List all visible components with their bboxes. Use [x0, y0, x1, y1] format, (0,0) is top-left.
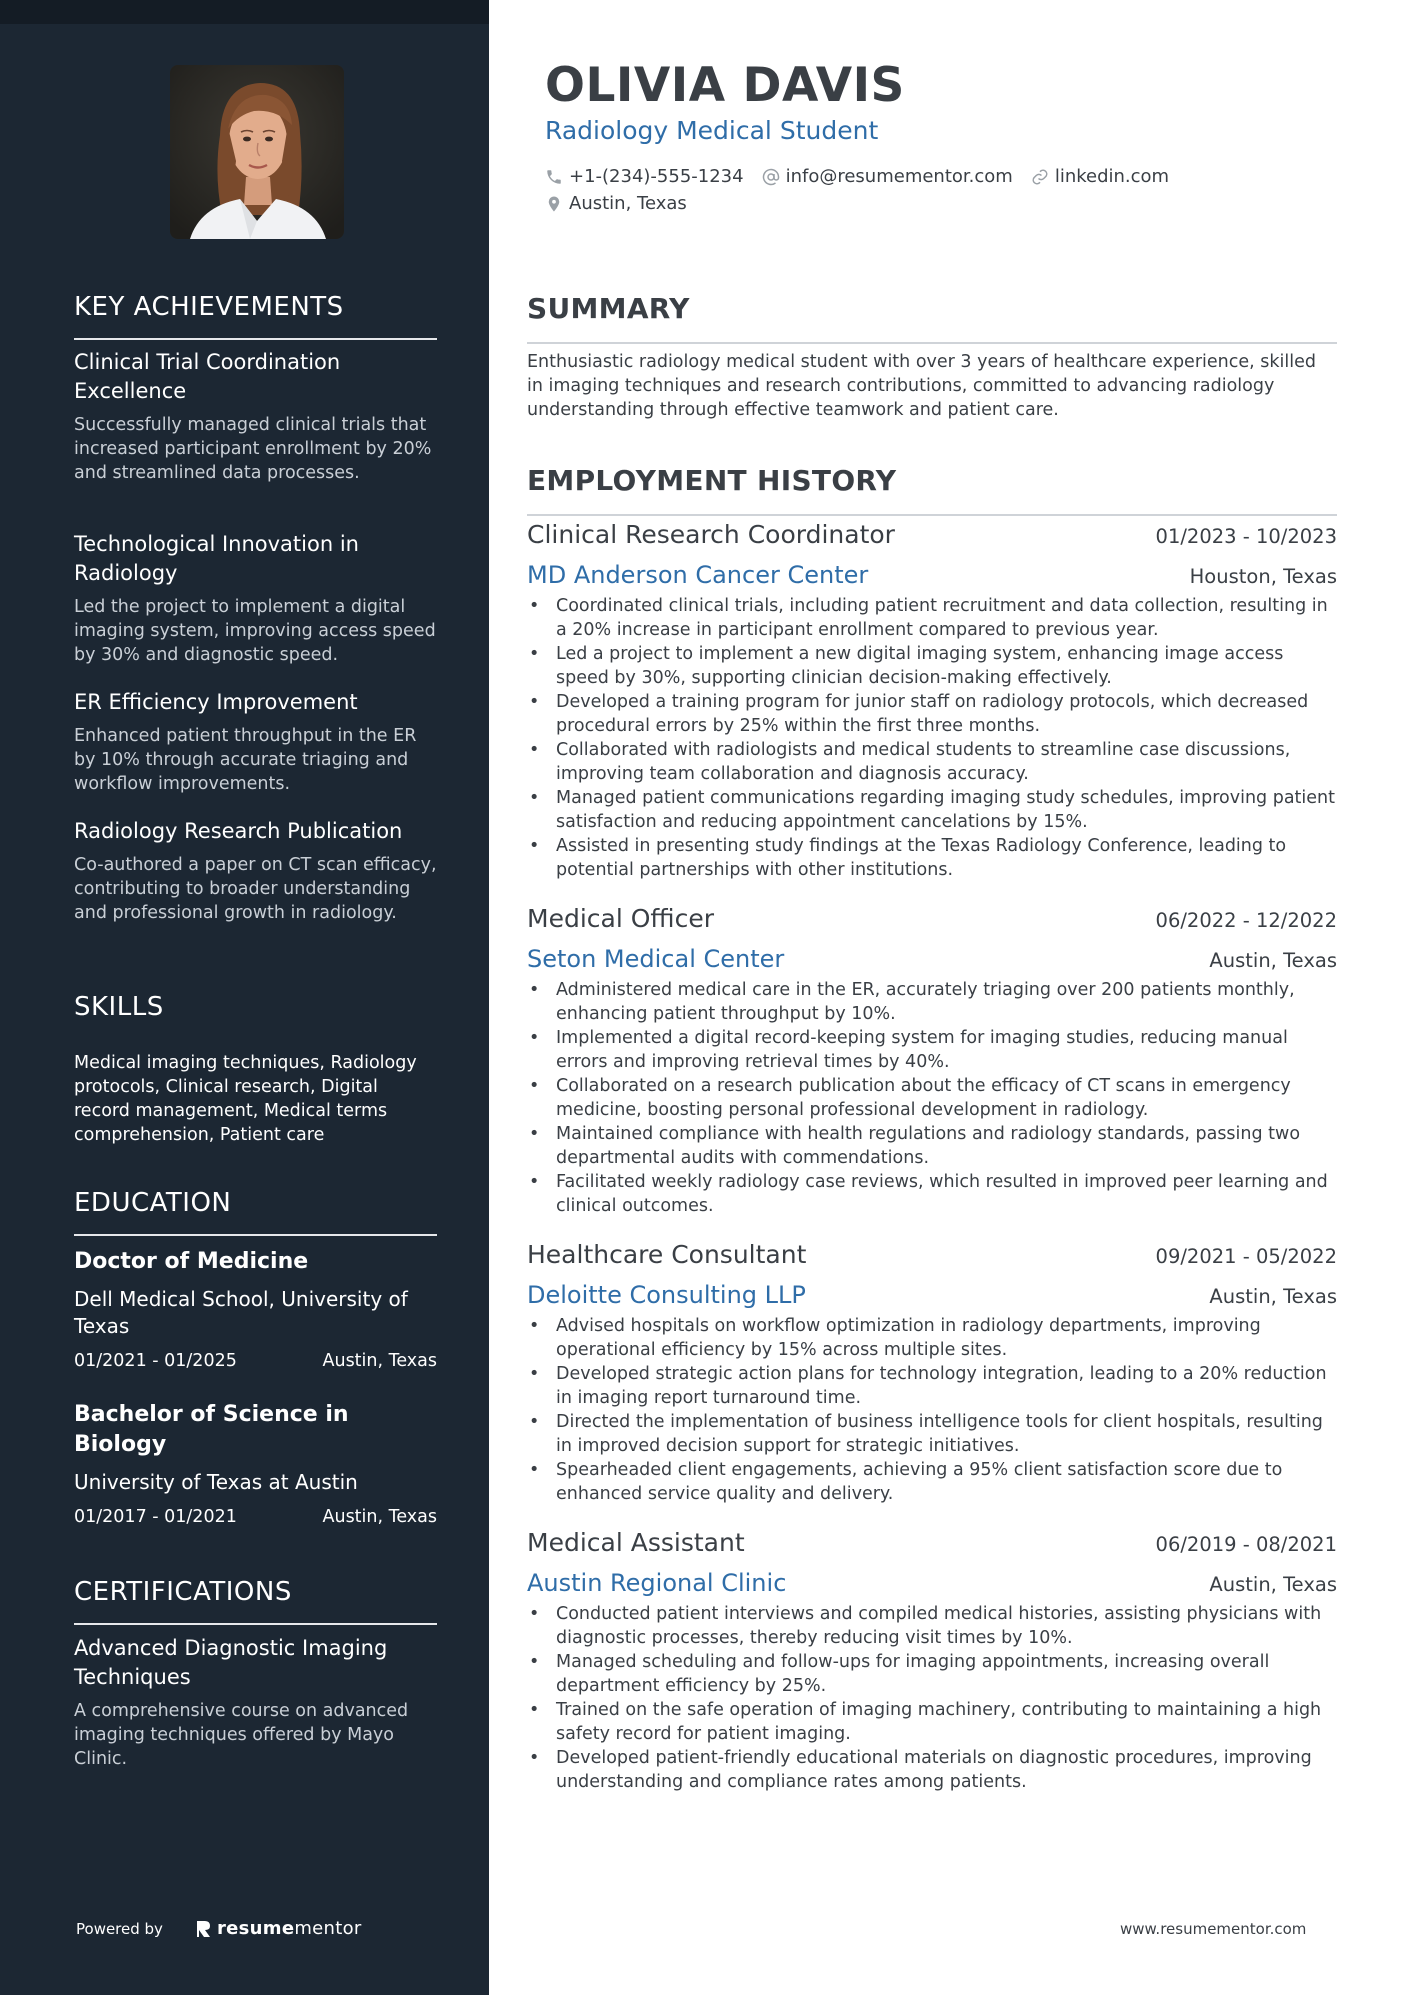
certification-title: Advanced Diagnostic Imaging Techniques	[74, 1636, 388, 1689]
job-bullet: • Managed patient communications regarding imaging study schedules, improving patient satisfaction and reducing appointment cancelations by 15%.	[527, 786, 1337, 834]
achievement-title: Radiology Research Publication	[74, 819, 403, 843]
contact-row	[545, 190, 1305, 217]
contact-info	[545, 163, 1305, 217]
job-dates: 06/2022 - 12/2022	[1155, 909, 1337, 932]
portrait-image	[170, 65, 344, 239]
email-text: info@resumementor.com	[785, 166, 1013, 187]
achievement-item	[74, 688, 437, 796]
powered-by	[76, 1918, 362, 1939]
job-bullets	[527, 594, 1337, 882]
achievement-description: Enhanced patient throughput in the ER by 10% through accurate triaging and workflow improvements.	[74, 726, 417, 794]
job-company: Deloitte Consulting LLP	[527, 1281, 806, 1309]
education-location: Austin, Texas	[322, 1507, 437, 1527]
education-meta	[74, 1351, 437, 1371]
job-header	[527, 1528, 1337, 1557]
job-title: Healthcare Consultant	[527, 1240, 807, 1269]
job-bullet: • Coordinated clinical trials, including patient recruitment and data collection, resulting in a 20% increase in participant enrollment compared to previous year.	[527, 594, 1337, 642]
achievement-title: ER Efficiency Improvement	[74, 690, 358, 714]
achievements-heading: KEY ACHIEVEMENTS	[74, 292, 344, 322]
job-location: Austin, Texas	[1209, 949, 1337, 972]
summary-divider	[527, 342, 1337, 344]
education-dates: 01/2021 - 01/2025	[74, 1351, 237, 1371]
footer-url[interactable]: www.resumementor.com	[1120, 1920, 1307, 1938]
education-divider	[74, 1234, 437, 1236]
education-school: Dell Medical School, University of Texas	[74, 1287, 408, 1338]
education-location: Austin, Texas	[322, 1351, 437, 1371]
sidebar	[0, 0, 489, 1995]
achievement-title: Clinical Trial Coordination Excellence	[74, 350, 341, 403]
contact-row	[545, 163, 1305, 190]
education-degree: Doctor of Medicine	[74, 1249, 309, 1274]
job-company: MD Anderson Cancer Center	[527, 561, 869, 589]
location-pin-icon	[545, 195, 563, 213]
contact-location	[545, 193, 687, 214]
job-bullets	[527, 1314, 1337, 1506]
summary-body	[527, 350, 1337, 422]
job-bullet: • Collaborated with radiologists and medical students to streamline case discussions, improving team collaboration and diagnosis accuracy.	[527, 738, 1337, 786]
profile-photo	[170, 65, 344, 239]
achievement-item	[74, 348, 437, 485]
education-item	[74, 1247, 437, 1371]
job-subheader	[527, 1569, 1337, 1597]
job-entry	[527, 904, 1337, 1218]
job-bullet: • Managed scheduling and follow-ups for imaging appointments, increasing overall department efficiency by 25%.	[527, 1650, 1337, 1698]
job-bullet: • Conducted patient interviews and compiled medical histories, assisting physicians with diagnostic processes, thereby reducing visit times by 10%.	[527, 1602, 1337, 1650]
skills-list	[74, 1051, 437, 1147]
education-heading: EDUCATION	[74, 1188, 232, 1218]
linkedin-text: linkedin.com	[1054, 166, 1170, 187]
contact-email[interactable]	[762, 166, 1013, 187]
resumementor-logo[interactable]	[195, 1918, 362, 1939]
at-sign-icon	[762, 168, 780, 186]
job-bullet: • Assisted in presenting study findings at the Texas Radiology Conference, leading to potential partnerships with other institutions.	[527, 834, 1337, 882]
skills-text: Medical imaging techniques, Radiology protocols, Clinical research, Digital record management, Medical terms comprehension, Patient care	[74, 1053, 417, 1145]
job-bullet: • Led a project to implement a new digital imaging system, enhancing image access speed by 30%, supporting clinician decision-making effectively.	[527, 642, 1337, 690]
job-entry	[527, 1528, 1337, 1794]
job-bullet: • Advised hospitals on workflow optimization in radiology departments, improving operational efficiency by 15% across multiple sites.	[527, 1314, 1337, 1362]
link-icon	[1031, 168, 1049, 186]
job-bullet: • Facilitated weekly radiology case reviews, which resulted in improved peer learning and clinical outcomes.	[527, 1170, 1337, 1218]
job-subheader	[527, 945, 1337, 973]
job-header	[527, 520, 1337, 549]
job-title: Clinical Research Coordinator	[527, 520, 895, 549]
job-bullet: • Spearheaded client engagements, achieving a 95% client satisfaction score due to enhanced service quality and delivery.	[527, 1458, 1337, 1506]
achievement-item	[74, 530, 437, 667]
job-dates: 01/2023 - 10/2023	[1155, 525, 1337, 548]
achievements-divider	[74, 338, 437, 340]
location-text: Austin, Texas	[569, 193, 687, 214]
brand-bold: resume	[216, 1918, 295, 1939]
phone-text: +1-(234)-555-1234	[569, 166, 744, 187]
job-subheader	[527, 561, 1337, 589]
employment-section	[527, 464, 1337, 516]
employment-divider	[527, 514, 1337, 516]
employment-heading: EMPLOYMENT HISTORY	[527, 464, 897, 497]
candidate-name: OLIVIA DAVIS	[545, 58, 905, 113]
main-content	[489, 0, 1410, 1995]
summary-text: Enthusiastic radiology medical student with over 3 years of healthcare experience, skilled in imaging techniques and research contributions, committed to advancing radiology understanding through effective teamwork and patient care.	[527, 352, 1316, 420]
achievement-description: Co-authored a paper on CT scan efficacy, contributing to broader understanding and professional growth in radiology.	[74, 855, 437, 923]
certifications-heading: CERTIFICATIONS	[74, 1577, 292, 1607]
certifications-section	[74, 1577, 437, 1625]
job-header	[527, 904, 1337, 933]
summary-section	[527, 292, 1337, 344]
job-bullet: • Trained on the safe operation of imaging machinery, contributing to maintaining a high safety record for patient imaging.	[527, 1698, 1337, 1746]
achievement-item	[74, 817, 437, 925]
job-bullet: • Directed the implementation of business intelligence tools for client hospitals, resulting in improved decision support for strategic initiatives.	[527, 1410, 1337, 1458]
education-school: University of Texas at Austin	[74, 1470, 358, 1494]
achievement-title: Technological Innovation in Radiology	[74, 532, 359, 585]
skills-section	[74, 992, 437, 1022]
certification-item	[74, 1634, 437, 1771]
skills-heading: SKILLS	[74, 992, 164, 1022]
job-entry	[527, 520, 1337, 882]
job-bullet: • Developed patient-friendly educational materials on diagnostic procedures, improving understanding and compliance rates among patients.	[527, 1746, 1337, 1794]
contact-phone[interactable]	[545, 166, 744, 187]
job-company: Austin Regional Clinic	[527, 1569, 787, 1597]
education-section	[74, 1188, 437, 1236]
brand-light: mentor	[294, 1918, 362, 1939]
job-subheader	[527, 1281, 1337, 1309]
job-bullets	[527, 1602, 1337, 1794]
achievement-description: Successfully managed clinical trials that increased participant enrollment by 20% and streamlined data processes.	[74, 415, 432, 483]
job-location: Austin, Texas	[1209, 1573, 1337, 1596]
job-location: Houston, Texas	[1189, 565, 1337, 588]
education-dates: 01/2017 - 01/2021	[74, 1507, 237, 1527]
job-bullet: • Developed a training program for junior staff on radiology protocols, which decreased procedural errors by 25% within the first three months.	[527, 690, 1337, 738]
job-bullet: • Developed strategic action plans for technology integration, leading to a 20% reduction in imaging report turnaround time.	[527, 1362, 1337, 1410]
achievement-description: Led the project to implement a digital imaging system, improving access speed by 30% and diagnostic speed.	[74, 597, 436, 665]
education-item	[74, 1400, 437, 1527]
job-title: Medical Officer	[527, 904, 714, 933]
education-meta	[74, 1507, 437, 1527]
phone-icon	[545, 168, 563, 186]
job-bullet: • Administered medical care in the ER, accurately triaging over 200 patients monthly, enhancing patient throughput by 10%.	[527, 978, 1337, 1026]
education-degree: Bachelor of Science in Biology	[74, 1402, 349, 1457]
candidate-title: Radiology Medical Student	[545, 116, 879, 145]
job-bullets	[527, 978, 1337, 1218]
job-bullet: • Collaborated on a research publication about the efficacy of CT scans in emergency medicine, boosting personal professional development in radiology.	[527, 1074, 1337, 1122]
job-dates: 09/2021 - 05/2022	[1155, 1245, 1337, 1268]
contact-linkedin[interactable]	[1031, 166, 1169, 187]
achievements-section	[74, 292, 437, 340]
job-header	[527, 1240, 1337, 1269]
sidebar-top-bar	[0, 0, 489, 24]
job-bullet: • Maintained compliance with health regulations and radiology standards, passing two departmental audits with commendations.	[527, 1122, 1337, 1170]
job-entry	[527, 1240, 1337, 1506]
job-bullet: • Implemented a digital record-keeping system for imaging studies, reducing manual errors and improving retrieval times by 40%.	[527, 1026, 1337, 1074]
powered-by-label: Powered by	[76, 1919, 163, 1938]
job-location: Austin, Texas	[1209, 1285, 1337, 1308]
certifications-divider	[74, 1623, 437, 1625]
summary-heading: SUMMARY	[527, 292, 690, 325]
job-company: Seton Medical Center	[527, 945, 785, 973]
certification-description: A comprehensive course on advanced imaging techniques offered by Mayo Clinic.	[74, 1701, 409, 1769]
job-dates: 06/2019 - 08/2021	[1155, 1533, 1337, 1556]
job-title: Medical Assistant	[527, 1528, 745, 1557]
resumementor-logo-icon	[195, 1919, 211, 1939]
